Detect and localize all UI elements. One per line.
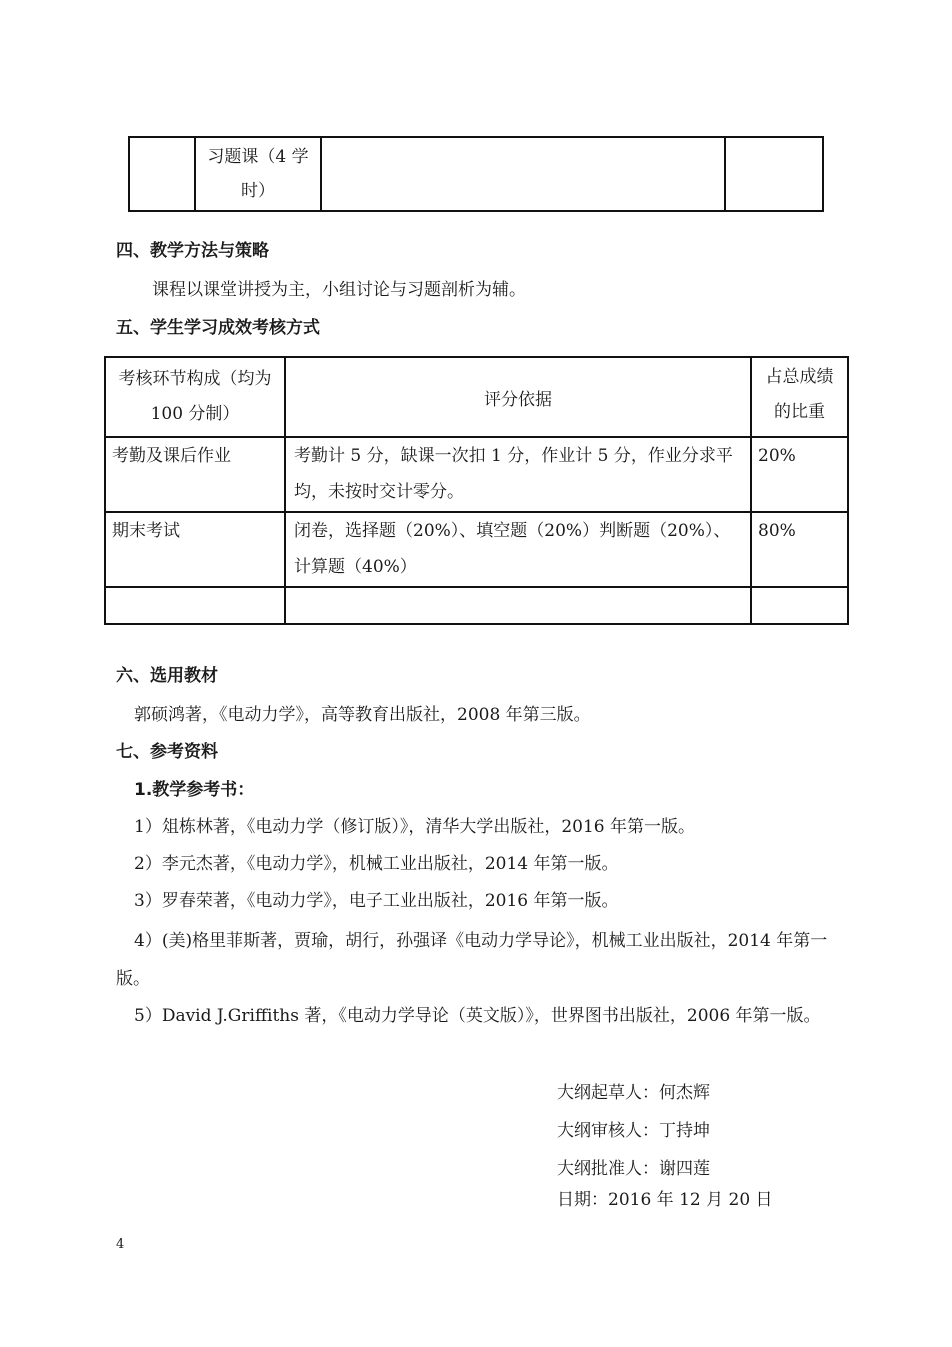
section-heading: 七、参考资料: [116, 742, 218, 762]
table-cell: [129, 137, 195, 211]
section-heading: 六、选用教材: [116, 666, 218, 686]
section-body: 课程以课堂讲授为主，小组讨论与习题剖析为辅。: [152, 280, 526, 300]
page-number: 4: [116, 1237, 125, 1252]
table-cell: 闭卷，选择题（20%）、填空题（20%）判断题（20%）、计算题（40%）: [285, 512, 751, 587]
table-cell: [105, 587, 285, 624]
table-cell: [751, 587, 848, 624]
table-cell: 20%: [751, 437, 848, 512]
assessment-table: [104, 356, 849, 625]
reference-item: 4）(美)格里菲斯著，贾瑜，胡行，孙强译《电动力学导论》，机械工业出版社，2014 年第一版。: [116, 931, 828, 989]
table-cell: 期末考试: [105, 512, 285, 587]
table-cell: [725, 137, 823, 211]
reference-item: 1）俎栋林著，《电动力学（修订版）》，清华大学出版社，2016 年第一版。: [134, 817, 695, 837]
header-cell: 评分依据: [285, 357, 751, 437]
approver-signature: 大纲批准人：谢四莲: [557, 1159, 710, 1179]
table-row: [105, 512, 848, 587]
table-cell: 考勤及课后作业: [105, 437, 285, 512]
table-cell: 考勤计 5 分，缺课一次扣 1 分，作业计 5 分，作业分求平均，未按时交计零分。: [285, 437, 751, 512]
section-body: 郭硕鸿著，《电动力学》，高等教育出版社，2008 年第三版。: [134, 705, 591, 725]
header-cell: 考核环节构成（均为 100 分制）: [105, 357, 285, 437]
top-table: [128, 136, 824, 212]
table-row: [105, 587, 848, 624]
reviewer-signature: 大纲审核人：丁持坤: [557, 1121, 710, 1141]
reference-item: 3）罗春荣著，《电动力学》，电子工业出版社，2016 年第一版。: [134, 891, 619, 911]
header-cell: 占总成绩的比重: [751, 357, 848, 437]
section-heading: 五、学生学习成效考核方式: [116, 318, 320, 338]
table-cell: [321, 137, 725, 211]
section-heading: 四、教学方法与策略: [116, 241, 269, 261]
table-cell: 80%: [751, 512, 848, 587]
table-row: [129, 137, 823, 211]
drafter-signature: 大纲起草人：何杰辉: [557, 1083, 710, 1103]
reference-item: 5）David J.Griffiths 著，《电动力学导论（英文版）》，世界图书出版社，2006 年第一版。: [134, 1006, 821, 1026]
table-cell: 习题课（4 学时）: [195, 137, 321, 211]
table-header-row: [105, 357, 848, 437]
subheading: 1.教学参考书：: [134, 780, 255, 800]
table-cell: [285, 587, 751, 624]
reference-item: 2）李元杰著，《电动力学》，机械工业出版社，2014 年第一版。: [134, 854, 619, 874]
date-line: 日期：2016 年 12 月 20 日: [557, 1190, 773, 1210]
table-row: [105, 437, 848, 512]
